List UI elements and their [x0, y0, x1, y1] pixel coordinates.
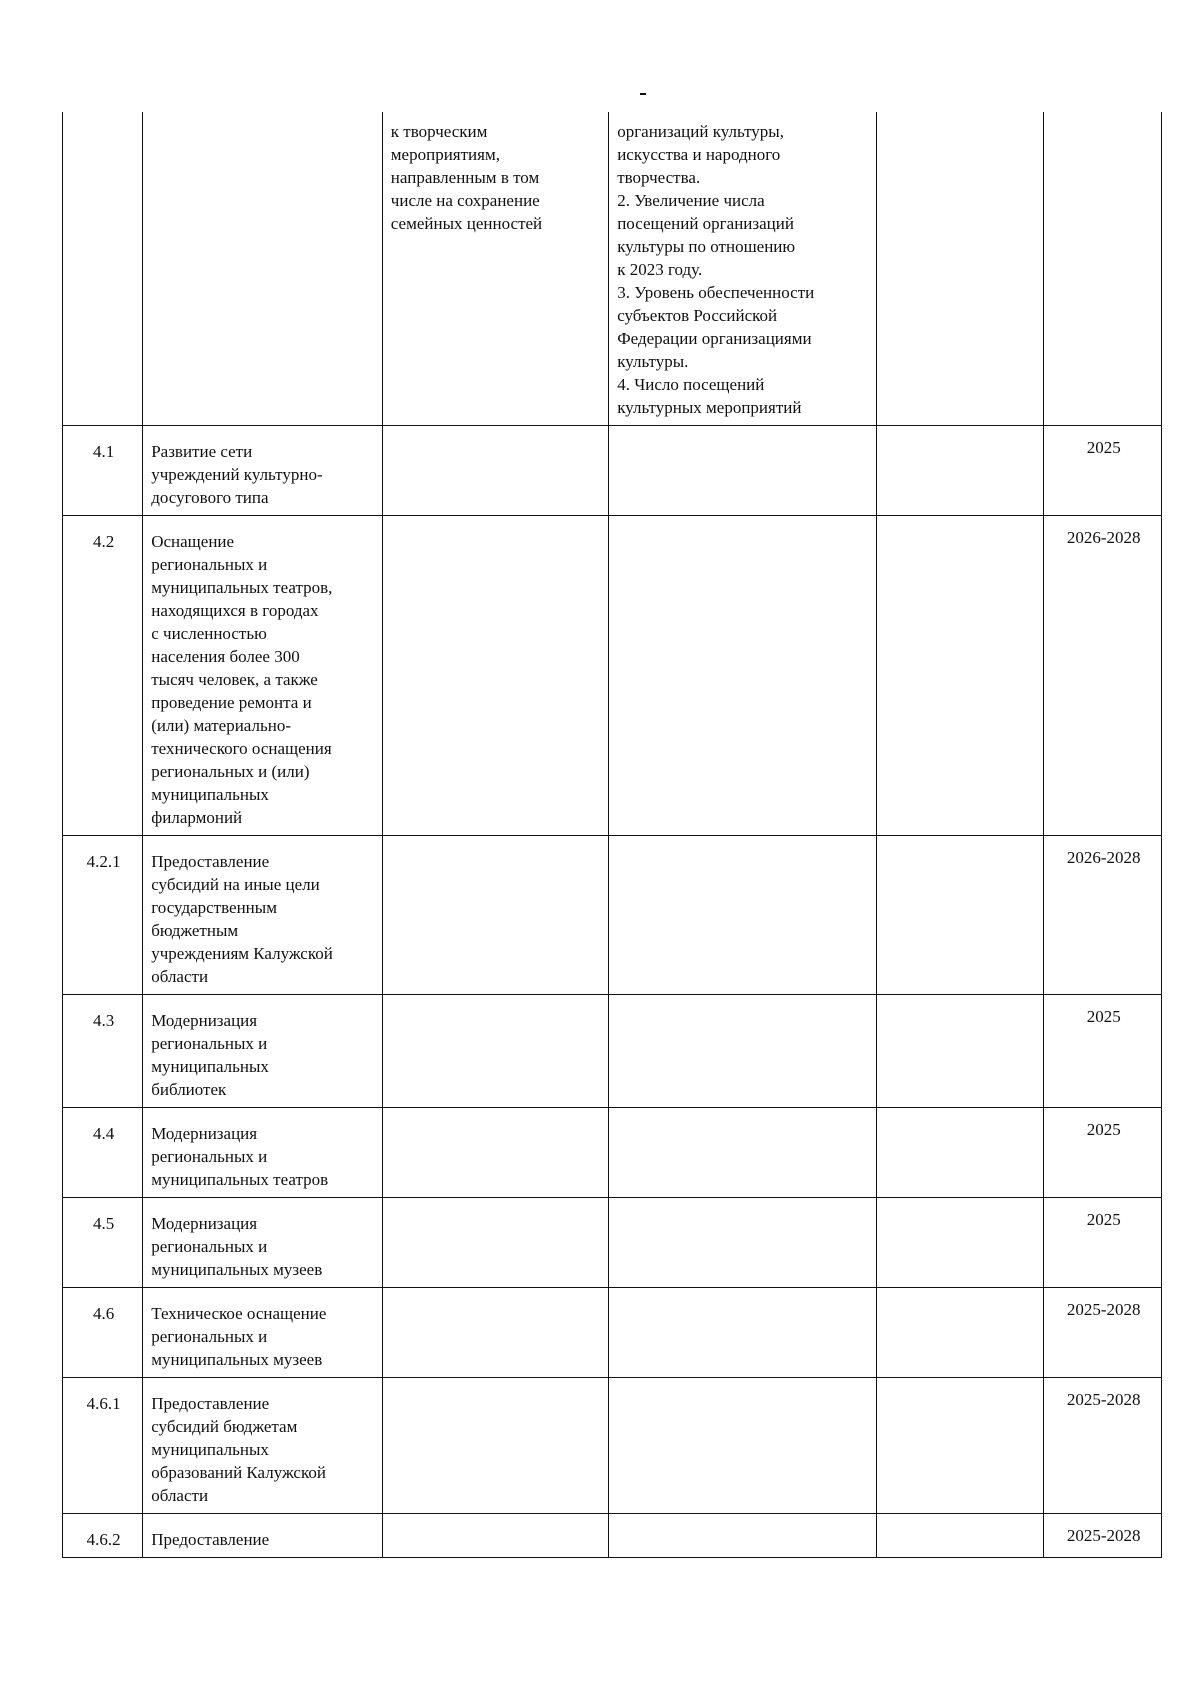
measure-description	[382, 1378, 608, 1514]
measure-description	[382, 995, 608, 1108]
year-cell: 2025-2028	[1044, 1514, 1162, 1558]
measure-name: Развитие сети учреждений культурно- досугового типа	[143, 426, 383, 516]
responsible-cell	[877, 836, 1044, 995]
measure-description	[382, 836, 608, 995]
table-row	[63, 426, 1162, 516]
row-number: 4.1	[63, 426, 143, 516]
measures-table	[62, 112, 1162, 1558]
measure-name: Модернизация региональных и муниципальных библиотек	[143, 995, 383, 1108]
indicator-list	[609, 516, 877, 836]
table-row	[63, 1378, 1162, 1514]
year-cell: 2026-2028	[1044, 836, 1162, 995]
measure-description: к творческим мероприятиям, направленным в том числе на сохранение семейных ценностей	[382, 112, 608, 426]
measure-name: Предоставление субсидий бюджетам муниципальных образований Калужской области	[143, 1378, 383, 1514]
row-number: 4.2.1	[63, 836, 143, 995]
table-row	[63, 1108, 1162, 1198]
responsible-cell	[877, 1198, 1044, 1288]
measure-description	[382, 426, 608, 516]
indicator-list	[609, 1514, 877, 1558]
measure-name: Предоставление	[143, 1514, 383, 1558]
responsible-cell	[877, 426, 1044, 516]
row-number: 4.6	[63, 1288, 143, 1378]
measure-description	[382, 1288, 608, 1378]
indicator-list	[609, 1378, 877, 1514]
table-row	[63, 1514, 1162, 1558]
row-number: 4.2	[63, 516, 143, 836]
table-row	[63, 1288, 1162, 1378]
indicator-list	[609, 1288, 877, 1378]
year-cell: 2026-2028	[1044, 516, 1162, 836]
responsible-cell	[877, 1514, 1044, 1558]
indicator-list: организаций культуры, искусства и народного творчества. 2. Увеличение числа посещений организаций культуры по отношению к 2023 году. 3. Уровень обеспеченности субъектов Российской Федерации организациями культуры. 4. Число посещений культурных мероприятий	[609, 112, 877, 426]
indicator-list	[609, 426, 877, 516]
measure-description	[382, 1514, 608, 1558]
measure-name: Модернизация региональных и муниципальных театров	[143, 1108, 383, 1198]
year-cell: 2025	[1044, 995, 1162, 1108]
row-number: 4.6.2	[63, 1514, 143, 1558]
table-row	[63, 995, 1162, 1108]
table-row	[63, 516, 1162, 836]
measure-name: Модернизация региональных и муниципальных музеев	[143, 1198, 383, 1288]
row-number: 4.3	[63, 995, 143, 1108]
row-number: 4.4	[63, 1108, 143, 1198]
responsible-cell	[877, 1288, 1044, 1378]
table-row	[63, 112, 1162, 426]
year-cell: 2025-2028	[1044, 1288, 1162, 1378]
row-number: 4.5	[63, 1198, 143, 1288]
year-cell: 2025	[1044, 1198, 1162, 1288]
responsible-cell	[877, 516, 1044, 836]
responsible-cell	[877, 995, 1044, 1108]
indicator-list	[609, 836, 877, 995]
measure-name	[143, 112, 383, 426]
year-cell: 2025	[1044, 426, 1162, 516]
year-cell	[1044, 112, 1162, 426]
table-row	[63, 836, 1162, 995]
indicator-list	[609, 1108, 877, 1198]
year-cell: 2025-2028	[1044, 1378, 1162, 1514]
row-number: 4.6.1	[63, 1378, 143, 1514]
indicator-list	[609, 995, 877, 1108]
measure-name: Техническое оснащение региональных и муниципальных музеев	[143, 1288, 383, 1378]
measure-description	[382, 516, 608, 836]
responsible-cell	[877, 1378, 1044, 1514]
measure-name: Оснащение региональных и муниципальных театров, находящихся в городах с численностью населения более 300 тысяч человек, а также проведение ремонта и (или) материально- технического оснащения региональных и (или) муниципальных филармоний	[143, 516, 383, 836]
measure-description	[382, 1108, 608, 1198]
table-row	[63, 1198, 1162, 1288]
responsible-cell	[877, 112, 1044, 426]
row-number	[63, 112, 143, 426]
measure-description	[382, 1198, 608, 1288]
measure-name: Предоставление субсидий на иные цели государственным бюджетным учреждениям Калужской области	[143, 836, 383, 995]
year-cell: 2025	[1044, 1108, 1162, 1198]
responsible-cell	[877, 1108, 1044, 1198]
indicator-list	[609, 1198, 877, 1288]
scan-mark	[640, 93, 646, 95]
